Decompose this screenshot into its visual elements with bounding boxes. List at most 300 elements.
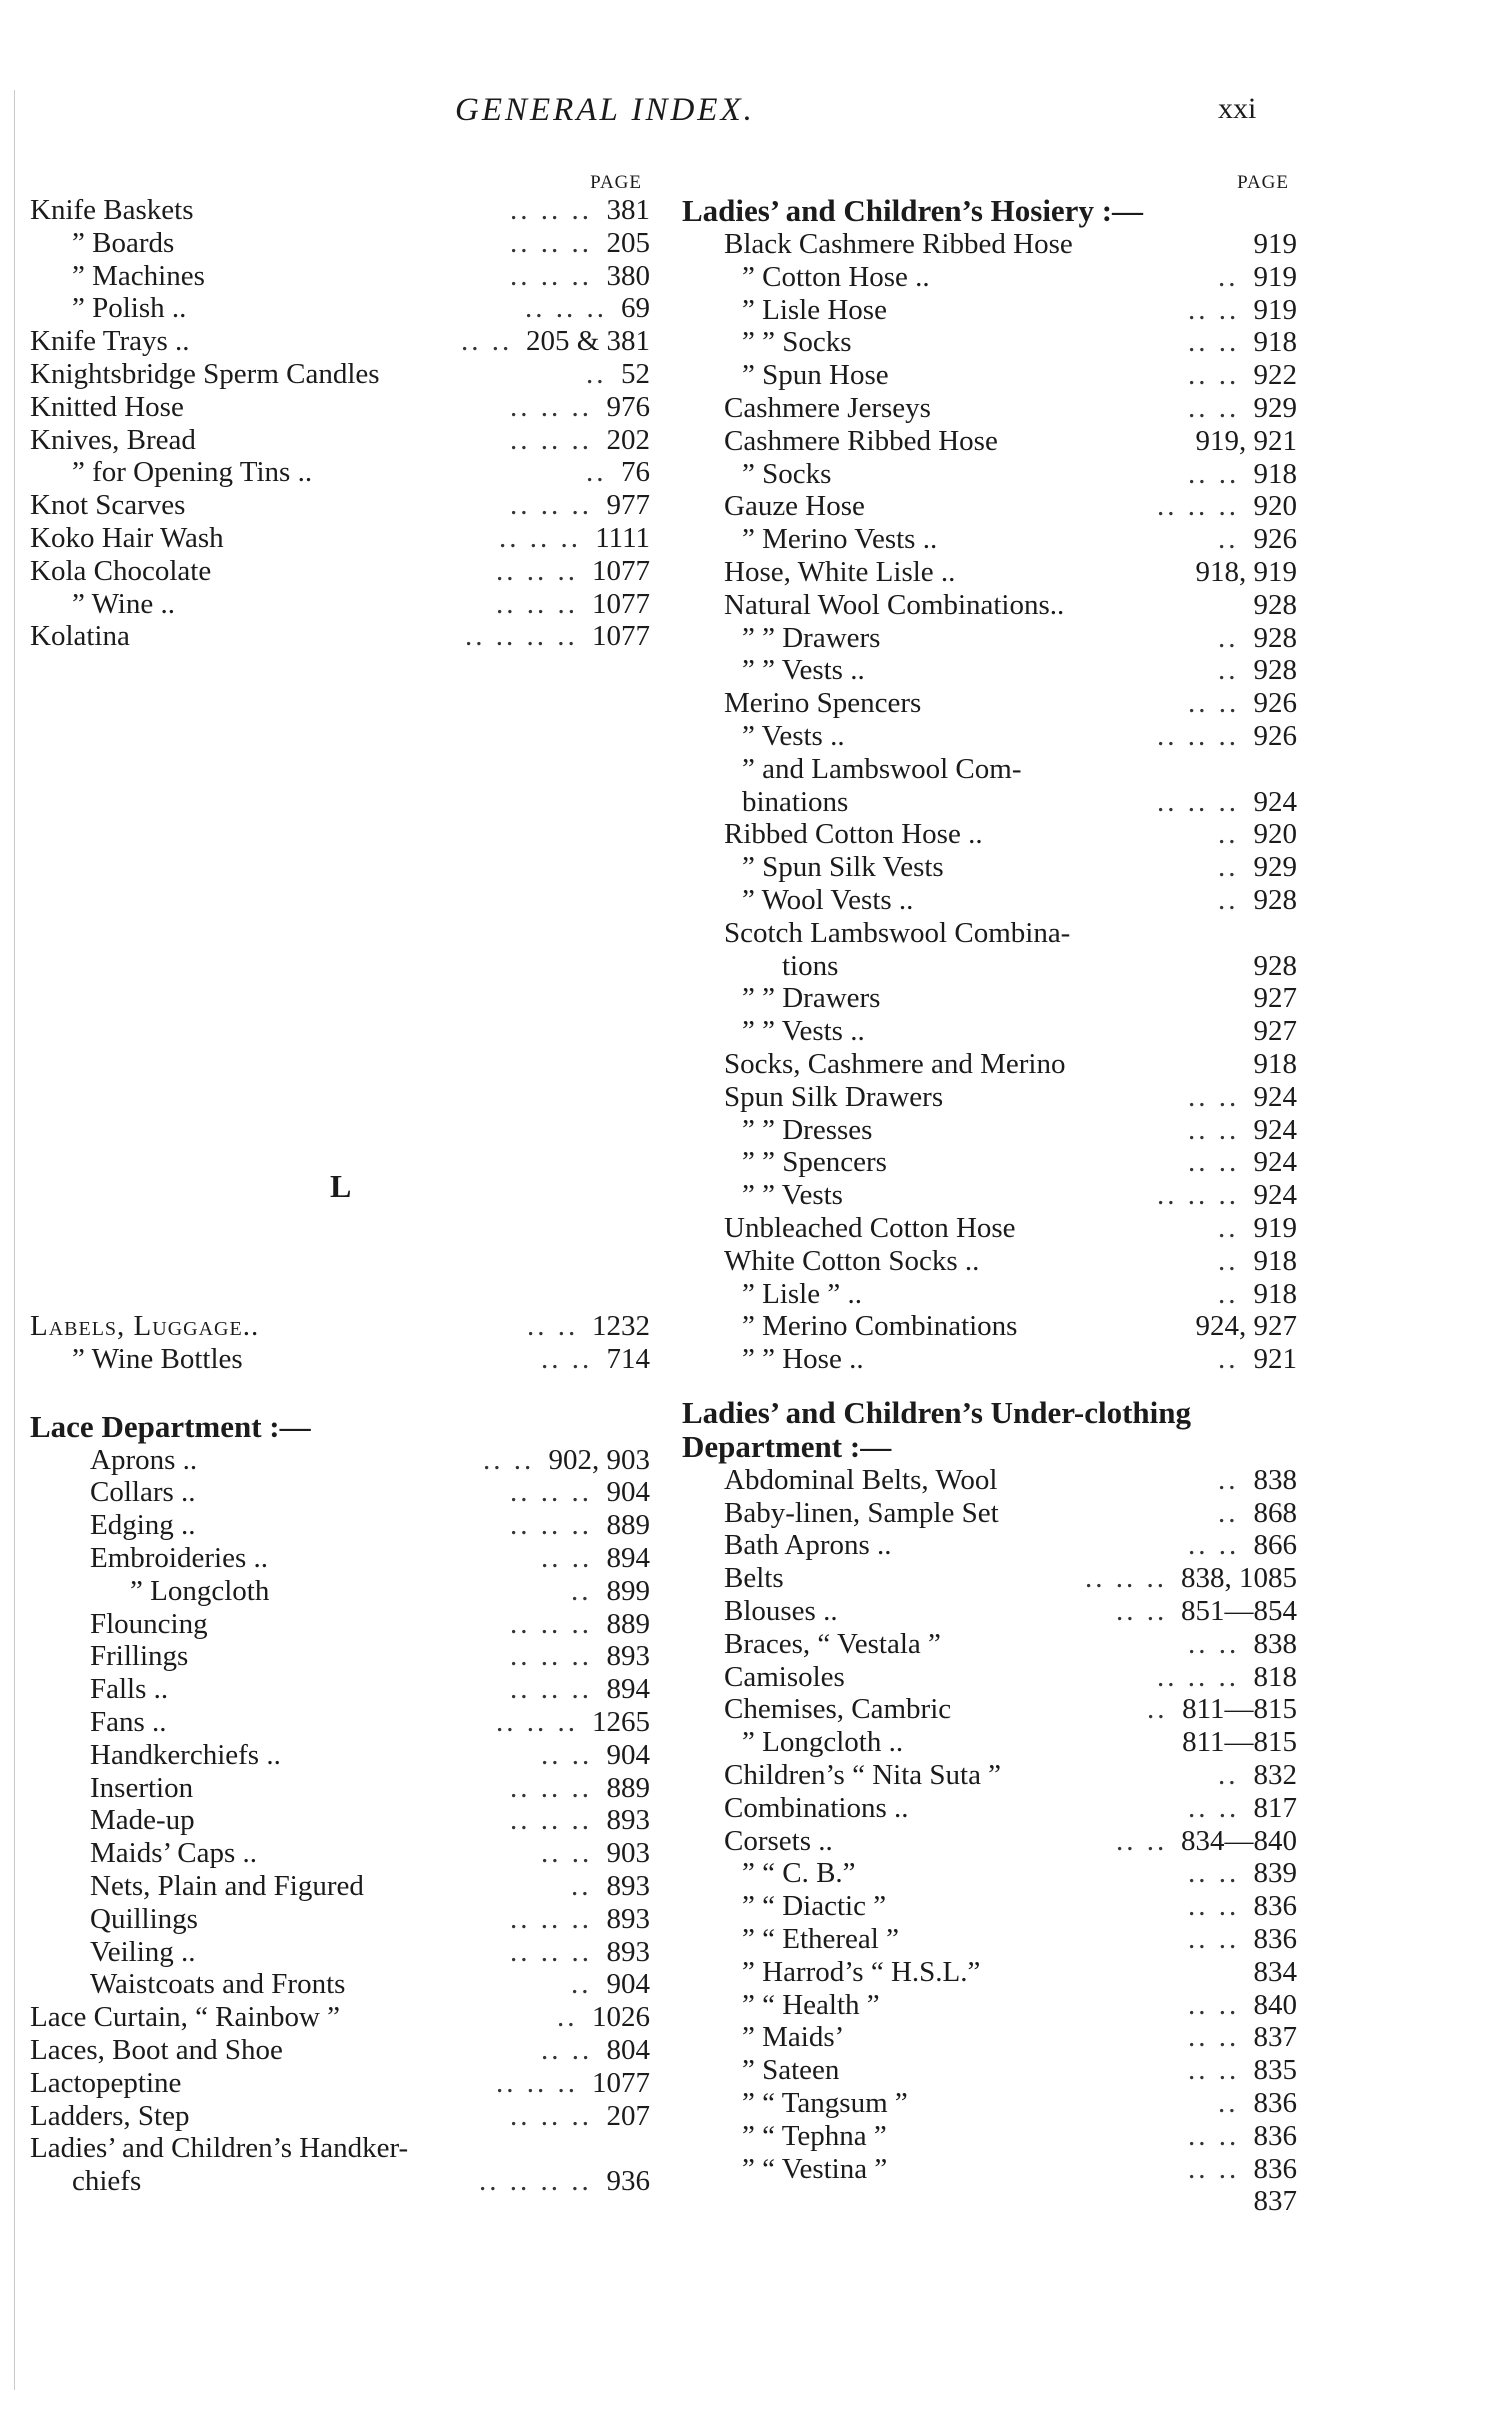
leader-dots: .. xyxy=(571,1869,592,1902)
index-entry xyxy=(30,588,650,621)
leader-dots: .. .. xyxy=(1188,2054,1240,2087)
index-entry xyxy=(682,1146,1297,1179)
page-folio: xxi xyxy=(1218,92,1257,125)
index-entry xyxy=(30,1706,650,1739)
leader-dots: .. .. .. xyxy=(510,226,592,259)
leader-dots: .. xyxy=(586,456,607,489)
entry-label: Merino Spencers xyxy=(724,687,922,720)
entry-label: Knife Trays .. xyxy=(30,325,190,358)
entry-page-number: 836 xyxy=(1253,1923,1297,1956)
entry-label: ” ” Socks xyxy=(742,326,852,359)
leader-dots: .. .. .. xyxy=(496,554,578,587)
running-title: GENERAL INDEX. xyxy=(455,92,755,128)
entry-label: Koko Hair Wash xyxy=(30,521,224,554)
leader-dots: .. .. .. xyxy=(499,521,581,554)
leader-dots: .. .. xyxy=(1188,457,1240,490)
leader-dots: .. .. .. xyxy=(510,1509,592,1542)
leader-dots: .. xyxy=(1218,1759,1239,1792)
entry-label: ” “ Diactic ” xyxy=(742,1890,887,1923)
entry-label: ” “ Tangsum ” xyxy=(742,2087,908,2120)
leader-dots: .. .. .. .. xyxy=(479,2165,592,2198)
entry-label: Waistcoats and Fronts xyxy=(90,1968,346,2001)
index-entry xyxy=(682,851,1297,884)
hosiery-heading: Ladies’ and Children’s Hosiery :— xyxy=(682,193,1144,228)
index-entry xyxy=(682,326,1297,359)
entry-page-number: 834 xyxy=(1253,1955,1297,1988)
entry-label: Chemises, Cambric xyxy=(724,1693,952,1726)
index-entry xyxy=(682,2120,1297,2153)
entry-page-number: 903 xyxy=(606,1837,650,1870)
entry-page-number: 928 xyxy=(1253,621,1297,654)
entry-page-number: 804 xyxy=(606,2033,650,2066)
leader-dots: .. .. xyxy=(1188,687,1240,720)
entry-label: ” Maids’ xyxy=(742,2021,845,2054)
entry-label: Unbleached Cotton Hose xyxy=(724,1211,1016,1244)
entry-page-number: 1026 xyxy=(592,2001,650,2034)
index-entry xyxy=(682,1464,1297,1497)
index-entry xyxy=(30,1444,650,1477)
leader-dots: .. .. .. xyxy=(510,2099,592,2132)
index-entry xyxy=(682,2087,1297,2120)
entry-page-number: 837 xyxy=(1253,2185,1297,2218)
entry-page-number: 893 xyxy=(606,1640,650,1673)
index-entry xyxy=(682,1179,1297,1212)
index-entry xyxy=(30,1870,650,1903)
entry-page-number: 928 xyxy=(1253,654,1297,687)
entry-page-number: 836 xyxy=(1253,2119,1297,2152)
entry-label: Collars .. xyxy=(90,1476,196,1509)
index-entry xyxy=(682,228,1297,261)
entry-label: Belts xyxy=(724,1562,784,1595)
index-entry xyxy=(30,1608,650,1641)
index-entry xyxy=(682,786,1297,819)
entry-label: ” Lisle Hose xyxy=(742,293,887,326)
leader-dots: .. xyxy=(1218,851,1239,884)
entry-label: tions xyxy=(782,949,839,982)
index-entry xyxy=(682,2054,1297,2087)
leader-dots: .. xyxy=(1218,1244,1239,1277)
leader-dots: .. .. xyxy=(1188,2152,1240,2185)
index-entry xyxy=(30,1903,650,1936)
entry-label: Spun Silk Drawers xyxy=(724,1080,944,1113)
leader-dots: .. .. xyxy=(1188,1988,1240,2021)
entry-label: ” Polish .. xyxy=(72,292,187,325)
entry-label: ” “ Tephna ” xyxy=(742,2119,887,2152)
entry-page-number: 918 xyxy=(1253,1244,1297,1277)
leader-dots: .. xyxy=(586,357,607,390)
entry-label: ” ” Vests xyxy=(742,1179,843,1212)
index-entry xyxy=(30,2001,650,2034)
leader-dots: .. .. .. xyxy=(510,489,592,522)
entry-label: ” ” Drawers xyxy=(742,982,881,1015)
entry-label: ” Lisle ” .. xyxy=(742,1277,862,1310)
index-entry xyxy=(682,1114,1297,1147)
index-entry xyxy=(682,1628,1297,1661)
entry-label: Handkerchiefs .. xyxy=(90,1738,281,1771)
leader-dots: .. .. .. xyxy=(510,390,592,423)
leader-dots: .. .. .. xyxy=(525,292,607,325)
entry-page-number: 918 xyxy=(1253,457,1297,490)
entry-label: ” Wool Vests .. xyxy=(742,883,914,916)
leader-dots: .. .. xyxy=(527,1310,579,1342)
index-entry xyxy=(30,456,650,489)
entry-label: Embroideries .. xyxy=(90,1541,268,1574)
entry-page-number: 836 xyxy=(1253,2152,1297,2185)
entry-label: ” ” Hose .. xyxy=(742,1343,864,1376)
entry-label: Black Cashmere Ribbed Hose xyxy=(724,228,1073,260)
leader-dots: .. .. xyxy=(1188,326,1240,359)
entry-page-number: 205 xyxy=(606,226,650,259)
entry-label: Natural Wool Combinations.. xyxy=(724,588,1065,621)
entry-page-number: 834—840 xyxy=(1181,1824,1297,1857)
index-entry xyxy=(682,1048,1297,1081)
index-entry xyxy=(682,1857,1297,1890)
leader-dots: .. .. xyxy=(1188,1529,1240,1562)
page-column-label: PAGE xyxy=(590,172,642,193)
entry-page-number: 889 xyxy=(606,1771,650,1804)
section-letter: L xyxy=(330,1168,352,1204)
index-entry xyxy=(30,1509,650,1542)
index-entry xyxy=(682,2185,1297,2218)
index-entry xyxy=(30,194,650,227)
lace-department-heading: Lace Department :— xyxy=(30,1408,311,1444)
index-entry xyxy=(682,490,1297,523)
leader-dots: .. .. .. xyxy=(1157,719,1239,752)
leader-dots: .. .. .. xyxy=(510,1771,592,1804)
entry-page-number: 811—815 xyxy=(1182,1726,1297,1759)
entry-page-number: 838, 1085 xyxy=(1181,1562,1297,1595)
index-entry xyxy=(30,424,650,457)
entry-label: ” “ Vestina ” xyxy=(742,2152,888,2185)
index-entry xyxy=(30,2165,650,2198)
entry-label: Kolatina xyxy=(30,620,130,653)
leader-dots: .. .. xyxy=(541,1541,593,1574)
page-column-label-right: PAGE xyxy=(1237,172,1289,193)
entry-label: Camisoles xyxy=(724,1660,845,1693)
entry-page-number: 1232 xyxy=(592,1310,650,1342)
index-entry xyxy=(682,1661,1297,1694)
index-entry xyxy=(30,555,650,588)
index-entry xyxy=(682,917,1297,950)
leader-dots: .. xyxy=(1218,260,1239,293)
entry-page-number: 918 xyxy=(1253,1277,1297,1310)
entry-label: ” ” Vests .. xyxy=(742,654,865,687)
entry-page-number: 839 xyxy=(1253,1857,1297,1890)
entry-label: ” ” Spencers xyxy=(742,1146,887,1179)
entry-label: Braces, “ Vestala ” xyxy=(724,1627,941,1660)
leader-dots: .. xyxy=(1218,621,1239,654)
entry-label: Gauze Hose xyxy=(724,490,865,523)
underclothing-heading: Ladies’ and Children’s Under-clothing Department :— xyxy=(682,1394,1191,1464)
index-entry xyxy=(682,1759,1297,1792)
entry-page-number: 1077 xyxy=(592,620,650,653)
entry-label: ” Merino Vests .. xyxy=(742,523,938,556)
lace-entry-list xyxy=(30,1444,650,2198)
leader-dots: .. .. xyxy=(1116,1824,1168,1857)
index-entry xyxy=(682,1343,1297,1376)
running-header xyxy=(0,92,1503,132)
leader-dots: .. .. .. xyxy=(1085,1562,1167,1595)
entry-page-number: 817 xyxy=(1253,1791,1297,1824)
entry-page-number: 927 xyxy=(1253,982,1297,1015)
entry-label: Blouses .. xyxy=(724,1595,838,1628)
leader-dots: .. .. xyxy=(461,325,513,358)
entry-label: Ladies’ and Children’s Handker- xyxy=(30,2132,409,2165)
entry-page-number: 894 xyxy=(606,1673,650,1706)
entry-label: Kola Chocolate xyxy=(30,554,212,587)
index-entry xyxy=(682,359,1297,392)
page-edge-line xyxy=(14,90,15,2390)
index-entry xyxy=(682,589,1297,622)
index-entry xyxy=(682,2021,1297,2054)
index-entry xyxy=(30,1804,650,1837)
index-entry xyxy=(30,391,650,424)
index-entry xyxy=(682,523,1297,556)
entry-page-number: 202 xyxy=(606,423,650,456)
entry-label: Laces, Boot and Shoe xyxy=(30,2033,283,2066)
leader-dots: .. xyxy=(1218,883,1239,916)
entry-label: ” Harrod’s “ H.S.L.” xyxy=(742,1955,981,1988)
index-entry xyxy=(682,753,1297,786)
entry-label: ” Spun Hose xyxy=(742,359,889,392)
entry-page-number: 924 xyxy=(1253,1113,1297,1146)
entry-label: Combinations .. xyxy=(724,1791,909,1824)
index-entry xyxy=(682,294,1297,327)
leader-dots: .. .. .. xyxy=(1157,785,1239,818)
hosiery-entry-list xyxy=(682,228,1297,1376)
entry-page-number: 924 xyxy=(1253,1179,1297,1212)
leader-dots: .. .. .. xyxy=(510,423,592,456)
index-entry xyxy=(682,1278,1297,1311)
index-entry xyxy=(682,1212,1297,1245)
entry-page-number: 205 & 381 xyxy=(525,325,650,358)
entry-label: binations xyxy=(742,785,849,818)
entry-label: Socks, Cashmere and Merino xyxy=(724,1047,1066,1080)
index-entry xyxy=(682,818,1297,851)
entry-label: Frillings xyxy=(90,1640,189,1673)
entry-page-number: 868 xyxy=(1253,1496,1297,1529)
left-column xyxy=(30,172,650,653)
entry-page-number: 924 xyxy=(1253,1146,1297,1179)
entry-label: ” “ C. B.” xyxy=(742,1857,856,1890)
index-entry xyxy=(682,261,1297,294)
entry-page-number: 76 xyxy=(621,456,650,489)
leader-dots: .. .. xyxy=(1188,1890,1240,1923)
entry-page-number: 836 xyxy=(1253,1890,1297,1923)
entry-page-number: 926 xyxy=(1253,719,1297,752)
entry-label: ” Socks xyxy=(742,457,832,490)
leader-dots: .. xyxy=(1218,523,1239,556)
leader-dots: .. .. xyxy=(1188,359,1240,392)
index-entry xyxy=(682,884,1297,917)
entry-label: ” Merino Combinations xyxy=(742,1310,1018,1343)
leader-dots: .. .. xyxy=(1116,1595,1168,1628)
entry-label: Edging .. xyxy=(90,1509,196,1542)
index-entry xyxy=(682,2153,1297,2186)
entry-page-number: 893 xyxy=(606,1935,650,1968)
index-entry xyxy=(682,1245,1297,1278)
entry-label: Hose, White Lisle .. xyxy=(724,555,956,588)
entry-page-number: 894 xyxy=(606,1541,650,1574)
entry-page-number: 928 xyxy=(1253,883,1297,916)
leader-dots: .. .. xyxy=(541,1738,593,1771)
entry-page-number: 69 xyxy=(621,292,650,325)
k-entry-list xyxy=(30,194,650,653)
index-entry xyxy=(30,1739,650,1772)
entry-label: Maids’ Caps .. xyxy=(90,1837,258,1870)
left-column-l-section xyxy=(30,1310,650,2198)
leader-dots: .. .. xyxy=(541,2033,593,2066)
leader-dots: .. .. .. xyxy=(510,1640,592,1673)
entry-page-number: 919 xyxy=(1253,293,1297,326)
entry-page-number: 836 xyxy=(1253,2087,1297,2120)
entry-page-number: 919 xyxy=(1253,228,1297,260)
entry-page-number: 1265 xyxy=(592,1705,650,1738)
leader-dots: .. xyxy=(1218,818,1239,851)
entry-label: Lace Curtain, “ Rainbow ” xyxy=(30,2001,341,2034)
index-entry xyxy=(682,1726,1297,1759)
entry-page-number: 902, 903 xyxy=(548,1443,650,1476)
index-entry xyxy=(682,1825,1297,1858)
leader-dots: .. xyxy=(1218,1211,1239,1244)
entry-page-number: 928 xyxy=(1253,949,1297,982)
index-entry xyxy=(30,358,650,391)
entry-page-number: 919 xyxy=(1253,1211,1297,1244)
leader-dots: .. .. .. xyxy=(510,1804,592,1837)
entry-page-number: 1077 xyxy=(592,2066,650,2099)
entry-label: Ribbed Cotton Hose .. xyxy=(724,818,983,851)
index-entry xyxy=(682,1923,1297,1956)
entry-page-number: 838 xyxy=(1253,1627,1297,1660)
entry-page-number: 893 xyxy=(606,1869,650,1902)
index-entry xyxy=(30,1476,650,1509)
entry-page-number: 919 xyxy=(1253,260,1297,293)
entry-label: ” Spun Silk Vests xyxy=(742,851,944,884)
entry-page-number: 918 xyxy=(1253,326,1297,359)
entry-page-number: 924, 927 xyxy=(1195,1310,1297,1343)
index-entry xyxy=(30,522,650,555)
entry-label: ” ” Drawers xyxy=(742,621,881,654)
entry-label: Quillings xyxy=(90,1902,198,1935)
index-entry xyxy=(682,556,1297,589)
entry-label: ” and Lambswool Com- xyxy=(742,752,1022,785)
entry-label: ” Sateen xyxy=(742,2054,840,2087)
leader-dots: .. .. .. xyxy=(1157,1179,1239,1212)
entry-label: Knitted Hose xyxy=(30,390,184,423)
entry-page-number: 889 xyxy=(606,1509,650,1542)
entry-label: Baby-linen, Sample Set xyxy=(724,1496,999,1529)
entry-page-number: 838 xyxy=(1253,1463,1297,1496)
index-entry xyxy=(30,1968,650,2001)
entry-label: ” “ Ethereal ” xyxy=(742,1923,899,1956)
entry-label: Lactopeptine xyxy=(30,2066,182,2099)
entry-label: Fans .. xyxy=(90,1705,167,1738)
index-entry xyxy=(682,1989,1297,2022)
leader-dots: .. xyxy=(1218,1343,1239,1376)
leader-dots: .. .. .. .. xyxy=(465,620,578,653)
leader-dots: .. .. xyxy=(541,1342,593,1375)
index-entry xyxy=(682,1310,1297,1343)
index-entry xyxy=(30,1575,650,1608)
leader-dots: .. .. .. xyxy=(1157,1660,1239,1693)
index-entry xyxy=(30,489,650,522)
entry-label: Aprons .. xyxy=(90,1443,198,1476)
leader-dots: .. .. xyxy=(1188,293,1240,326)
index-entry xyxy=(30,1542,650,1575)
index-entry xyxy=(682,1081,1297,1114)
index-entry xyxy=(30,1837,650,1870)
leader-dots: .. xyxy=(571,1968,592,2001)
leader-dots: .. xyxy=(557,2001,578,2034)
entry-label: ” Longcloth .. xyxy=(742,1726,904,1759)
leader-dots: .. xyxy=(571,1574,592,1607)
index-entry xyxy=(682,654,1297,687)
entry-page-number: 714 xyxy=(606,1342,650,1375)
entry-label: Made-up xyxy=(90,1804,195,1837)
leader-dots: .. .. xyxy=(541,1837,593,1870)
leader-dots: .. .. xyxy=(1188,1113,1240,1146)
l-entry-list xyxy=(30,1310,650,1376)
entry-page-number: 927 xyxy=(1253,1015,1297,1048)
entry-page-number: 840 xyxy=(1253,1988,1297,2021)
index-entry xyxy=(682,1595,1297,1628)
entry-label: ” Wine Bottles xyxy=(72,1342,243,1375)
index-entry xyxy=(30,292,650,325)
entry-page-number: 904 xyxy=(606,1476,650,1509)
index-entry xyxy=(682,1693,1297,1726)
leader-dots: .. .. .. xyxy=(510,1607,592,1640)
index-entry xyxy=(30,2034,650,2067)
entry-label: ” “ Health ” xyxy=(742,1988,880,2021)
index-entry xyxy=(682,425,1297,458)
entry-page-number: 924 xyxy=(1253,1080,1297,1113)
right-column xyxy=(682,172,1297,2218)
entry-label: ” Boards xyxy=(72,226,175,259)
entry-page-number: 922 xyxy=(1253,359,1297,392)
entry-label: Falls .. xyxy=(90,1673,169,1706)
index-entry xyxy=(30,1772,650,1805)
leader-dots: .. .. .. xyxy=(510,1476,592,1509)
entry-label: ” Longcloth xyxy=(130,1574,270,1607)
index-entry xyxy=(682,950,1297,983)
entry-label: Scotch Lambswool Combina- xyxy=(724,916,1071,949)
entry-page-number: 926 xyxy=(1253,687,1297,720)
index-entry xyxy=(30,1343,650,1376)
entry-label: Abdominal Belts, Wool xyxy=(724,1463,998,1496)
entry-page-number: 920 xyxy=(1253,490,1297,523)
leader-dots: .. .. .. xyxy=(510,194,592,226)
entry-label: chiefs xyxy=(72,2165,142,2198)
entry-label: Nets, Plain and Figured xyxy=(90,1869,364,1902)
entry-page-number: 1077 xyxy=(592,587,650,620)
entry-label: Bath Aprons .. xyxy=(724,1529,892,1562)
leader-dots: .. .. .. xyxy=(496,1705,578,1738)
entry-page-number: 1077 xyxy=(592,554,650,587)
index-entry xyxy=(682,392,1297,425)
entry-page-number: 851—854 xyxy=(1181,1595,1297,1628)
index-entry xyxy=(30,2132,650,2165)
entry-label: Children’s “ Nita Suta ” xyxy=(724,1759,1002,1792)
index-entry xyxy=(682,1015,1297,1048)
entry-page-number: 924 xyxy=(1253,785,1297,818)
leader-dots: .. .. xyxy=(1188,2021,1240,2054)
entry-page-number: 936 xyxy=(606,2165,650,2198)
entry-label: Corsets .. xyxy=(724,1824,833,1857)
leader-dots: .. .. xyxy=(1188,1146,1240,1179)
index-entry xyxy=(682,1956,1297,1989)
leader-dots: .. .. xyxy=(1188,1923,1240,1956)
index-entry xyxy=(30,2100,650,2133)
